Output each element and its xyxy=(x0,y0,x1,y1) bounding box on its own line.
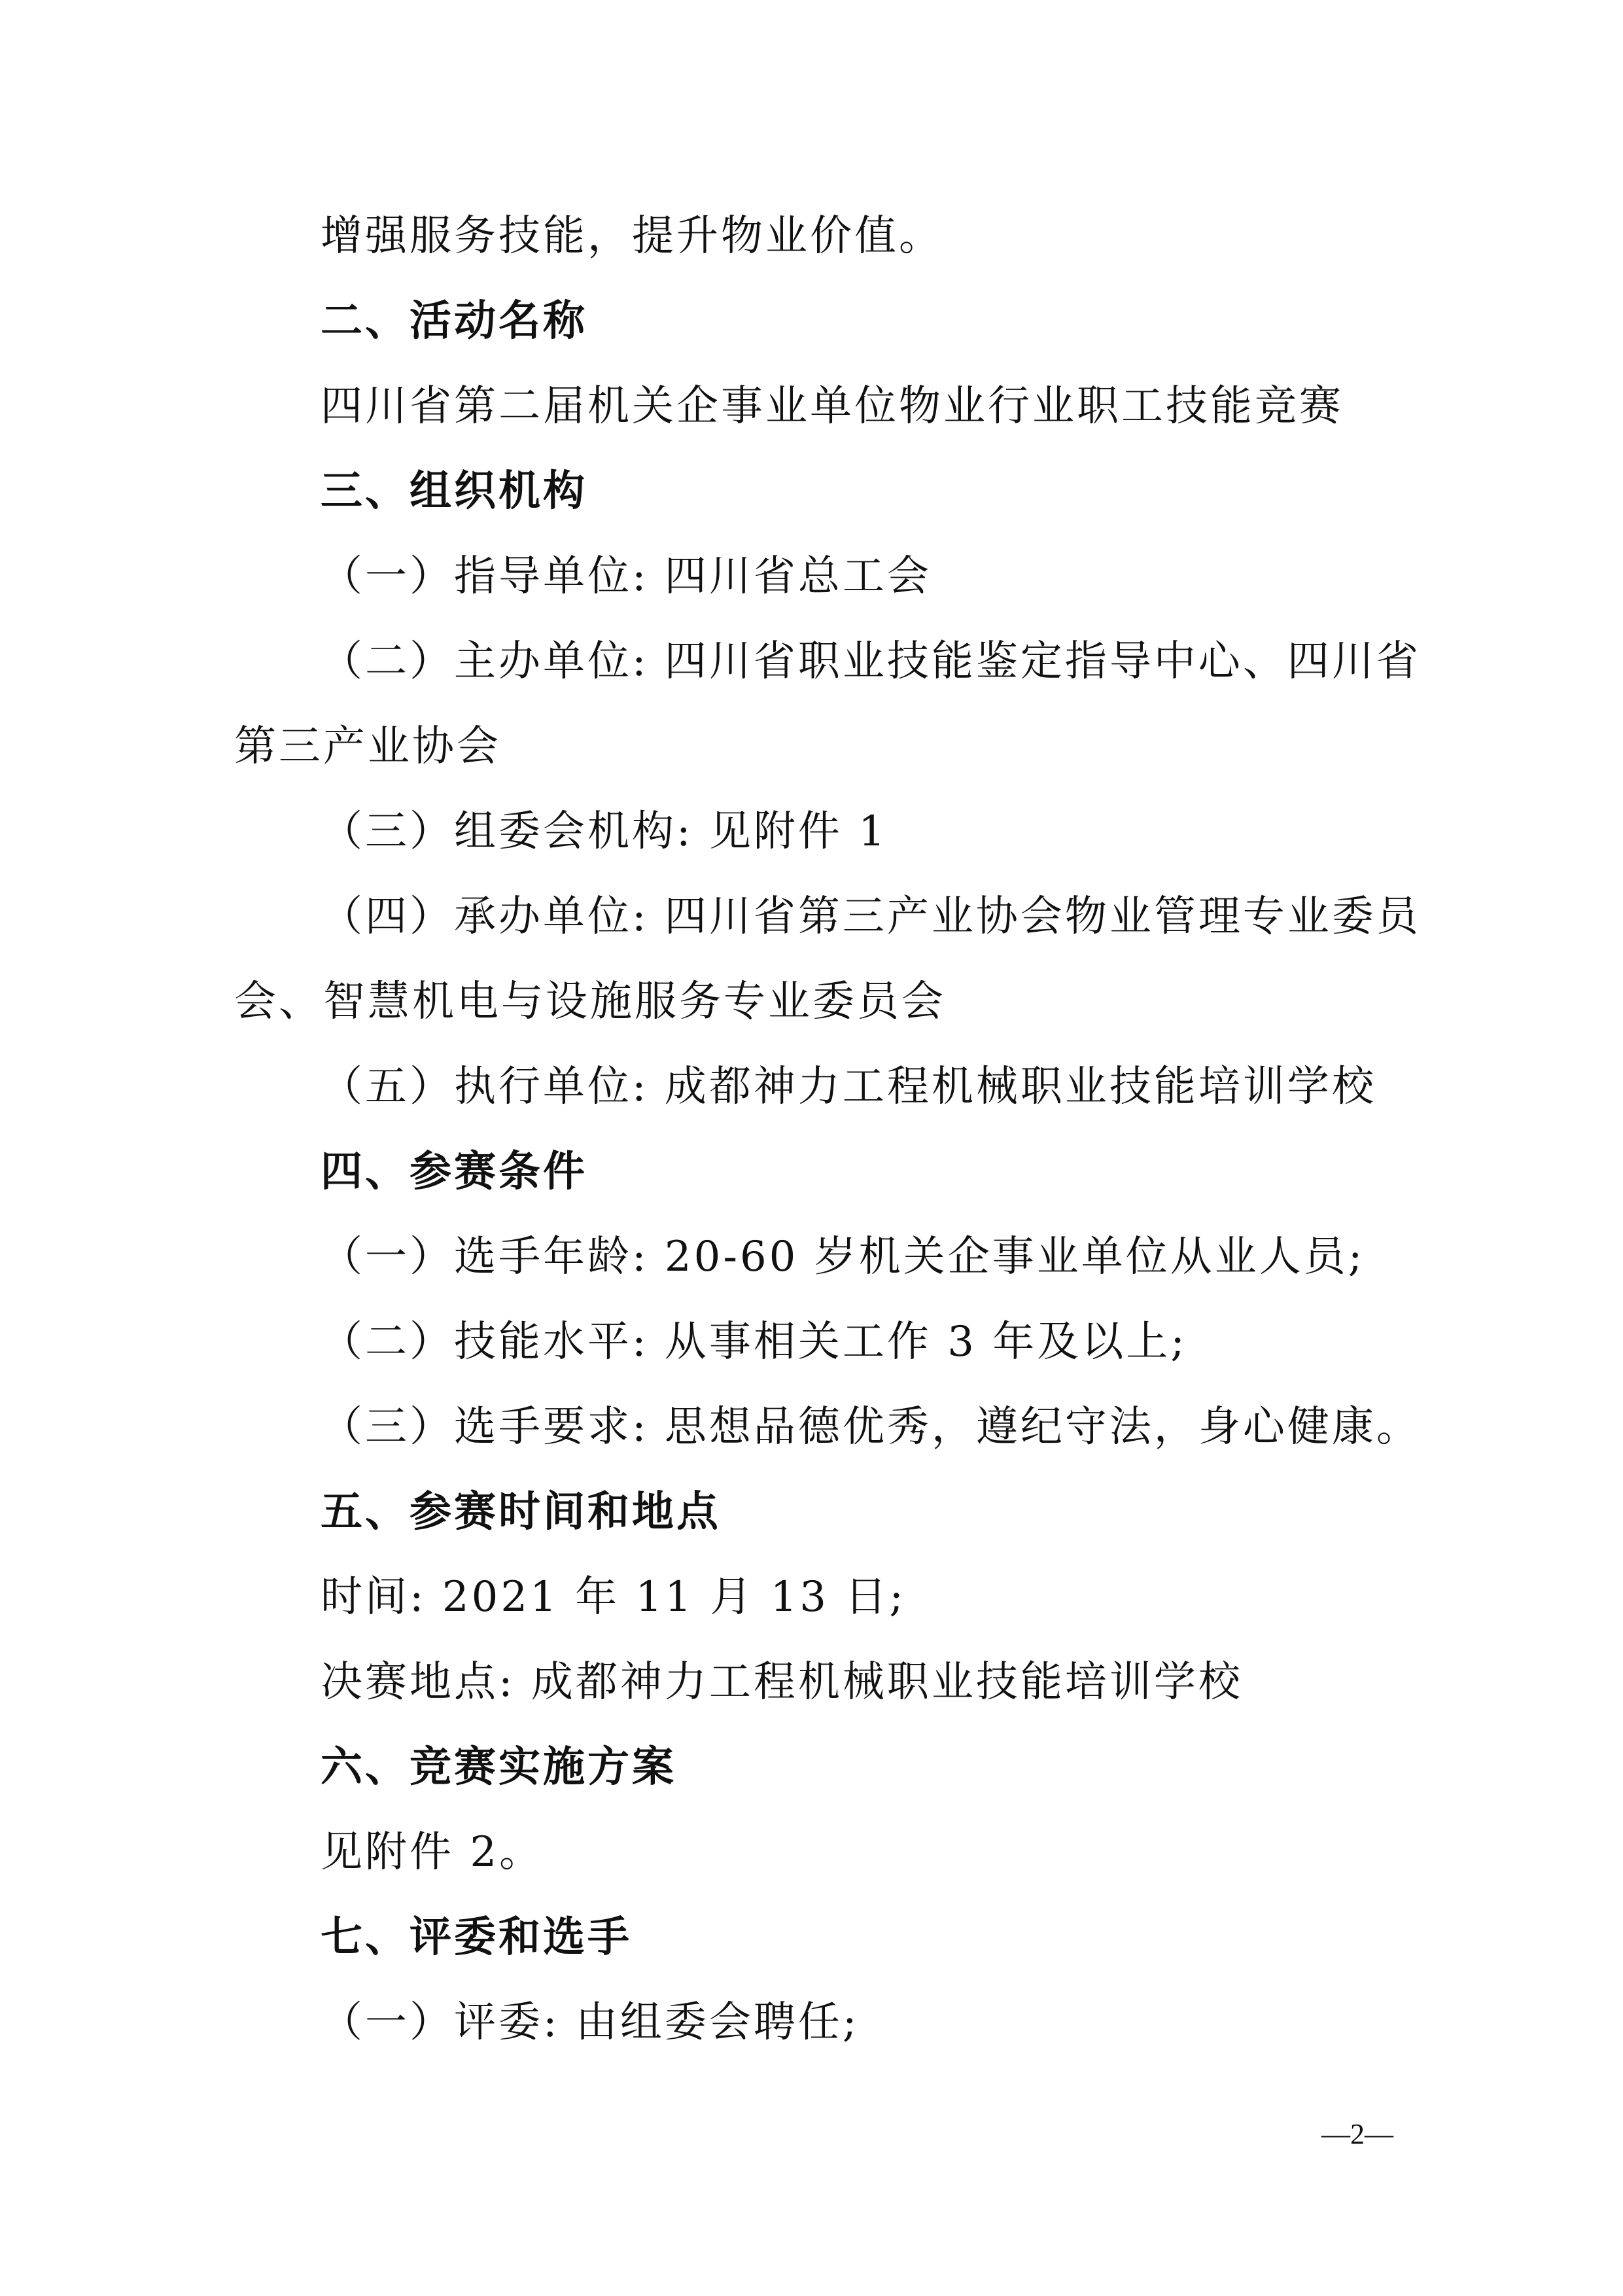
paragraph-line: （二）技能水平: 从事相关工作 3 年及以上; xyxy=(321,1318,1187,1366)
paragraph-line: （二）主办单位: 四川省职业技能鉴定指导中心、四川省 xyxy=(321,637,1421,686)
section-heading-activity-name: 二、活动名称 xyxy=(321,297,587,345)
paragraph-line: 会、智慧机电与设施服务专业委员会 xyxy=(234,978,946,1026)
section-heading-organization: 三、组织机构 xyxy=(321,467,587,516)
paragraph-line: （四）承办单位: 四川省第三产业协会物业管理专业委员 xyxy=(321,892,1421,941)
paragraph-line: （一）评委: 由组委会聘任; xyxy=(321,1998,860,2047)
section-heading-implementation-plan: 六、竞赛实施方案 xyxy=(321,1743,676,1792)
paragraph-line: （一）指导单位: 四川省总工会 xyxy=(321,552,932,601)
paragraph-line: （一）选手年龄: 20-60 岁机关企事业单位从业人员; xyxy=(321,1233,1365,1281)
paragraph-line: 增强服务技能，提升物业价值。 xyxy=(321,212,943,260)
paragraph-line: （三）组委会机构: 见附件 1 xyxy=(321,807,888,856)
paragraph-line: 时间: 2021 年 11 月 13 日; xyxy=(321,1573,906,1621)
paragraph-line: 第三产业协会 xyxy=(234,722,501,771)
paragraph-line: 决赛地点: 成都神力工程机械职业技能培训学校 xyxy=(321,1658,1243,1706)
page-number: —2— xyxy=(1321,2118,1393,2150)
paragraph-line: 四川省第二届机关企事业单位物业行业职工技能竞赛 xyxy=(321,382,1344,431)
paragraph-line: （五）执行单位: 成都神力工程机械职业技能培训学校 xyxy=(321,1063,1376,1111)
paragraph-line: 见附件 2。 xyxy=(321,1828,544,1877)
section-heading-eligibility: 四、参赛条件 xyxy=(321,1148,587,1196)
paragraph-line: （三）选手要求: 思想品德优秀，遵纪守法，身心健康。 xyxy=(321,1403,1421,1451)
section-heading-time-location: 五、参赛时间和地点 xyxy=(321,1488,721,1536)
section-heading-judges-contestants: 七、评委和选手 xyxy=(321,1913,632,1962)
